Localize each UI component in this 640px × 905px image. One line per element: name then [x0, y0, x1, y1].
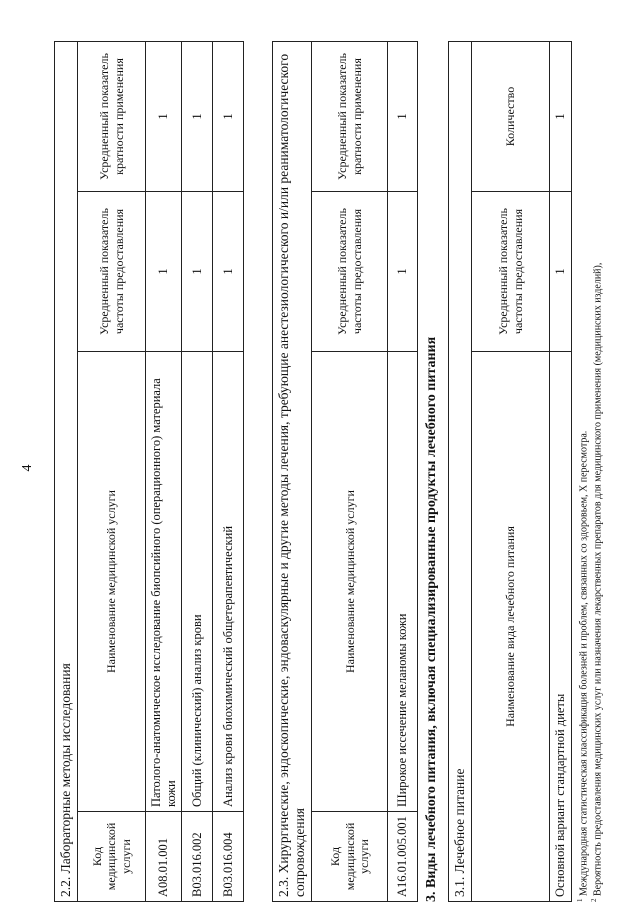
row-diet-name: Основной вариант стандартной диеты	[550, 352, 572, 902]
row-frequency: 1	[388, 192, 418, 352]
footnote-1	[576, 42, 590, 902]
footnote-mark: 2	[590, 898, 598, 902]
row-code: B03.016.004	[213, 812, 244, 902]
row-name: Патолого-анатомическое исследование биопсийного (операционного) материала кожи	[146, 352, 182, 812]
subsection-title: 3.1. Лечебное питание	[449, 41, 472, 901]
footnote-2	[590, 42, 604, 902]
section-title: 2.3. Хирургические, эндоскопические, эндоваскулярные и другие методы лечения, требующие анестезиологического и/или реаниматологического сопровождения	[273, 41, 312, 901]
diet-table	[448, 41, 572, 902]
row-multiplicity: 1	[388, 41, 418, 191]
header-code: Код медицинской услуги	[312, 812, 388, 902]
row-name: Широкое иссечение меланомы кожи	[388, 352, 418, 812]
section-3-heading: 3. Виды лечебного питания, включая специализированные продукты лечебного питания	[424, 336, 439, 902]
row-multiplicity: 1	[146, 41, 182, 191]
row-code: A16.01.005.001	[388, 812, 418, 902]
header-frequency: Усредненный показатель частоты предоставления	[472, 192, 550, 352]
header-multiplicity: Усредненный показатель кратности применения	[78, 41, 146, 191]
header-name: Наименование медицинской услуги	[312, 352, 388, 812]
header-frequency: Усредненный показатель частоты предоставления	[78, 192, 146, 352]
footnote-mark: 1	[576, 898, 584, 902]
lab-methods-table	[54, 41, 244, 902]
row-frequency: 1	[213, 192, 244, 352]
row-name: Анализ крови биохимический общетерапевтический	[213, 352, 244, 812]
row-code: B03.016.002	[182, 812, 213, 902]
row-multiplicity: 1	[182, 41, 213, 191]
page-number: 4	[20, 464, 35, 472]
row-frequency: 1	[182, 192, 213, 352]
footnote-text: Вероятность предоставления медицинских услуг или назначения лекарственных препаратов для медицинского применения (медицинских изделий),	[592, 262, 604, 896]
header-name: Наименование медицинской услуги	[78, 352, 146, 812]
header-frequency: Усредненный показатель частоты предоставления	[312, 192, 388, 352]
row-multiplicity: 1	[213, 41, 244, 191]
section-title: 2.2. Лабораторные методы исследования	[55, 41, 78, 901]
row-frequency: 1	[146, 192, 182, 352]
row-name: Общий (клинический) анализ крови	[182, 352, 213, 812]
header-code: Код медицинской услуги	[78, 812, 146, 902]
footnote-text: Международная статистическая классификация болезней и проблем, связанных со здоровьем, X пересмотра.	[578, 430, 590, 896]
header-multiplicity: Усредненный показатель кратности применения	[312, 41, 388, 191]
header-diet-name: Наименование вида лечебного питания	[472, 352, 550, 902]
row-code: A08.01.001	[146, 812, 182, 902]
row-frequency: 1	[550, 192, 572, 352]
row-quantity: 1	[550, 41, 572, 191]
surgical-methods-table	[272, 41, 418, 902]
header-quantity: Количество	[472, 41, 550, 191]
rotated-document-page	[16, 34, 616, 902]
